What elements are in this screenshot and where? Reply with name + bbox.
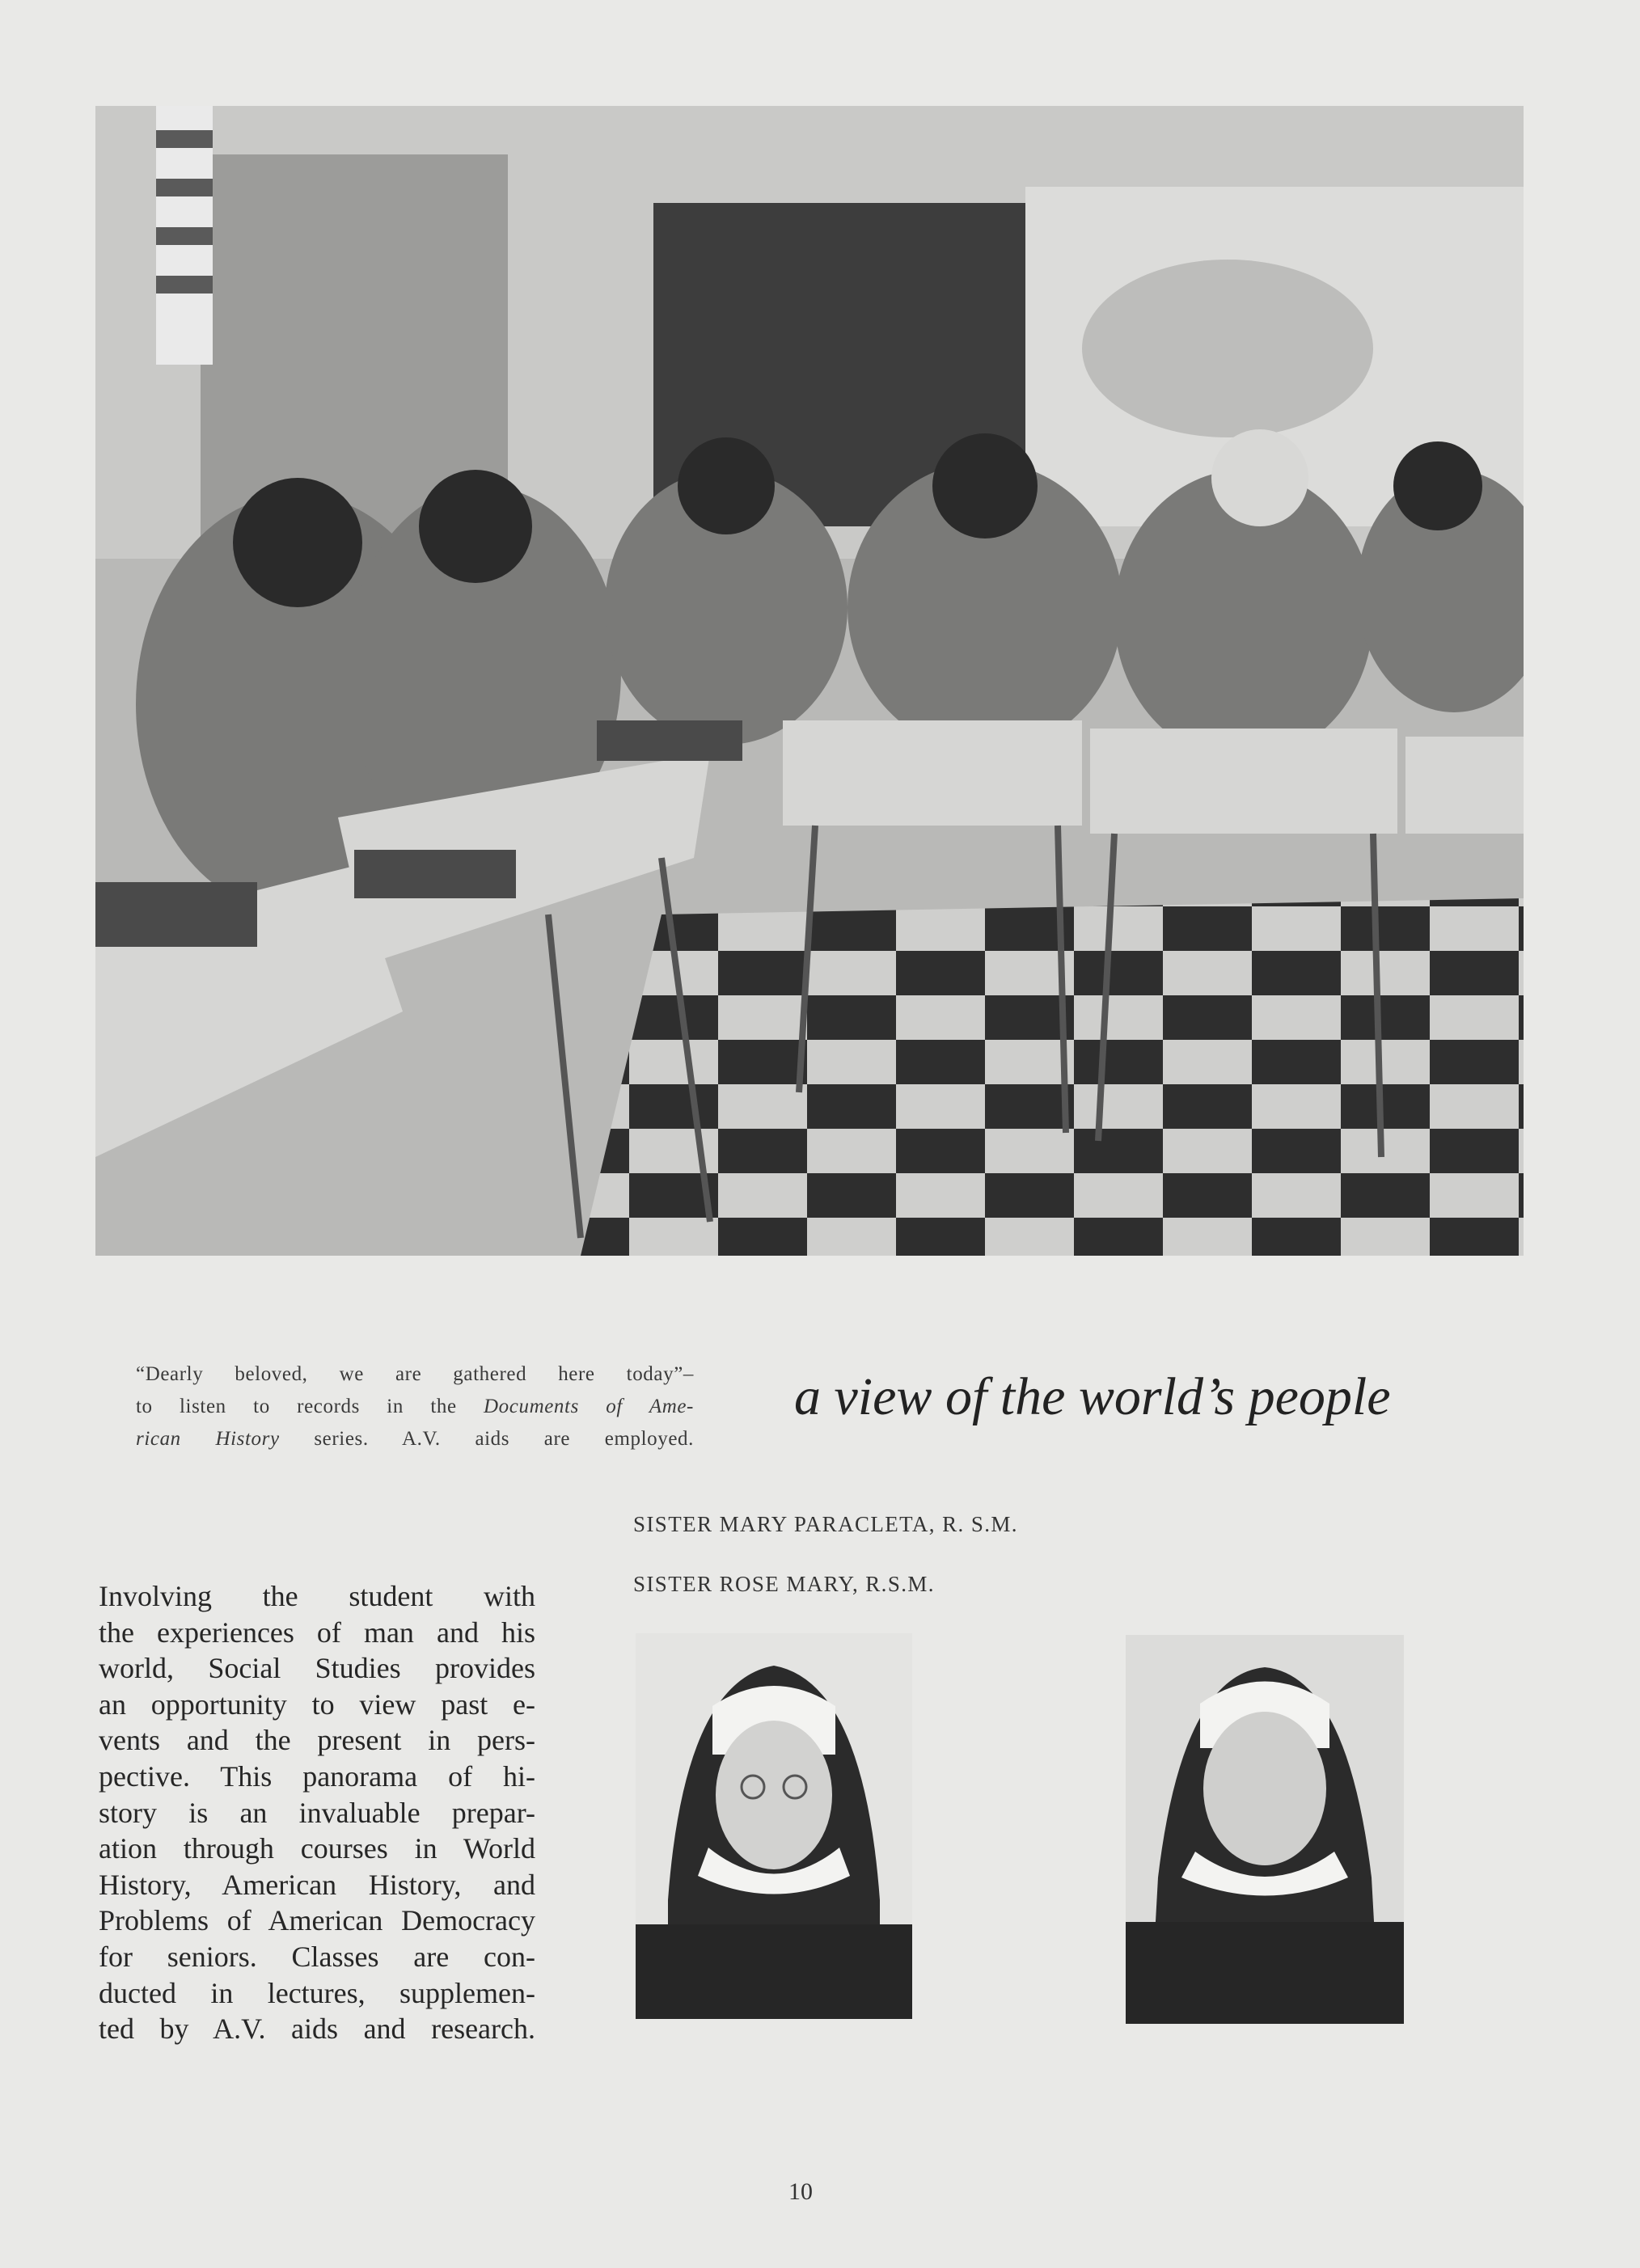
- caption-title-part-1: Documents of Ame-: [484, 1396, 694, 1417]
- portrait-sister-rose-mary: [1126, 1635, 1404, 2024]
- classroom-photo: [95, 106, 1524, 1256]
- body-line: Problems of American Democracy: [99, 1904, 535, 1937]
- body-line: ted by A.V. aids and research.: [99, 2012, 535, 2046]
- photo-caption: [136, 1358, 694, 1455]
- body-line: for seniors. Classes are con-: [99, 1940, 535, 1973]
- body-line: story is an invaluable prepar-: [99, 1796, 535, 1829]
- section-headline: a view of the world’s people: [794, 1367, 1391, 1426]
- body-line: an opportunity to view past e-: [99, 1687, 535, 1721]
- body-line: ation through courses in World: [99, 1832, 535, 1865]
- portrait-sister-mary-paracleta: [636, 1633, 912, 2019]
- caption-line-2: [136, 1391, 694, 1423]
- caption-line-3: [136, 1423, 694, 1455]
- caption-line-3-text: series. A.V. aids are employed.: [279, 1428, 695, 1450]
- body-line: History, American History, and: [99, 1868, 535, 1901]
- body-line: the experiences of man and his: [99, 1615, 535, 1649]
- body-line: pective. This panorama of hi-: [99, 1759, 535, 1793]
- caption-title-part-2: rican History: [136, 1428, 280, 1450]
- body-line: vents and the present in pers-: [99, 1724, 535, 1757]
- body-line: Involving the student with: [99, 1580, 535, 1612]
- page-number: 10: [788, 2178, 813, 2205]
- body-paragraph: [99, 1578, 535, 2047]
- faculty-name-1: SISTER MARY PARACLETA, R. S.M.: [633, 1512, 1018, 1536]
- caption-line-2-text: to listen to records in the: [136, 1396, 484, 1417]
- faculty-name-2: SISTER ROSE MARY, R.S.M.: [633, 1572, 935, 1596]
- caption-line-1: “Dearly beloved, we are gathered here today”–: [136, 1363, 694, 1385]
- body-line: world, Social Studies provides: [99, 1652, 535, 1685]
- body-line: ducted in lectures, supplemen-: [99, 1976, 535, 2009]
